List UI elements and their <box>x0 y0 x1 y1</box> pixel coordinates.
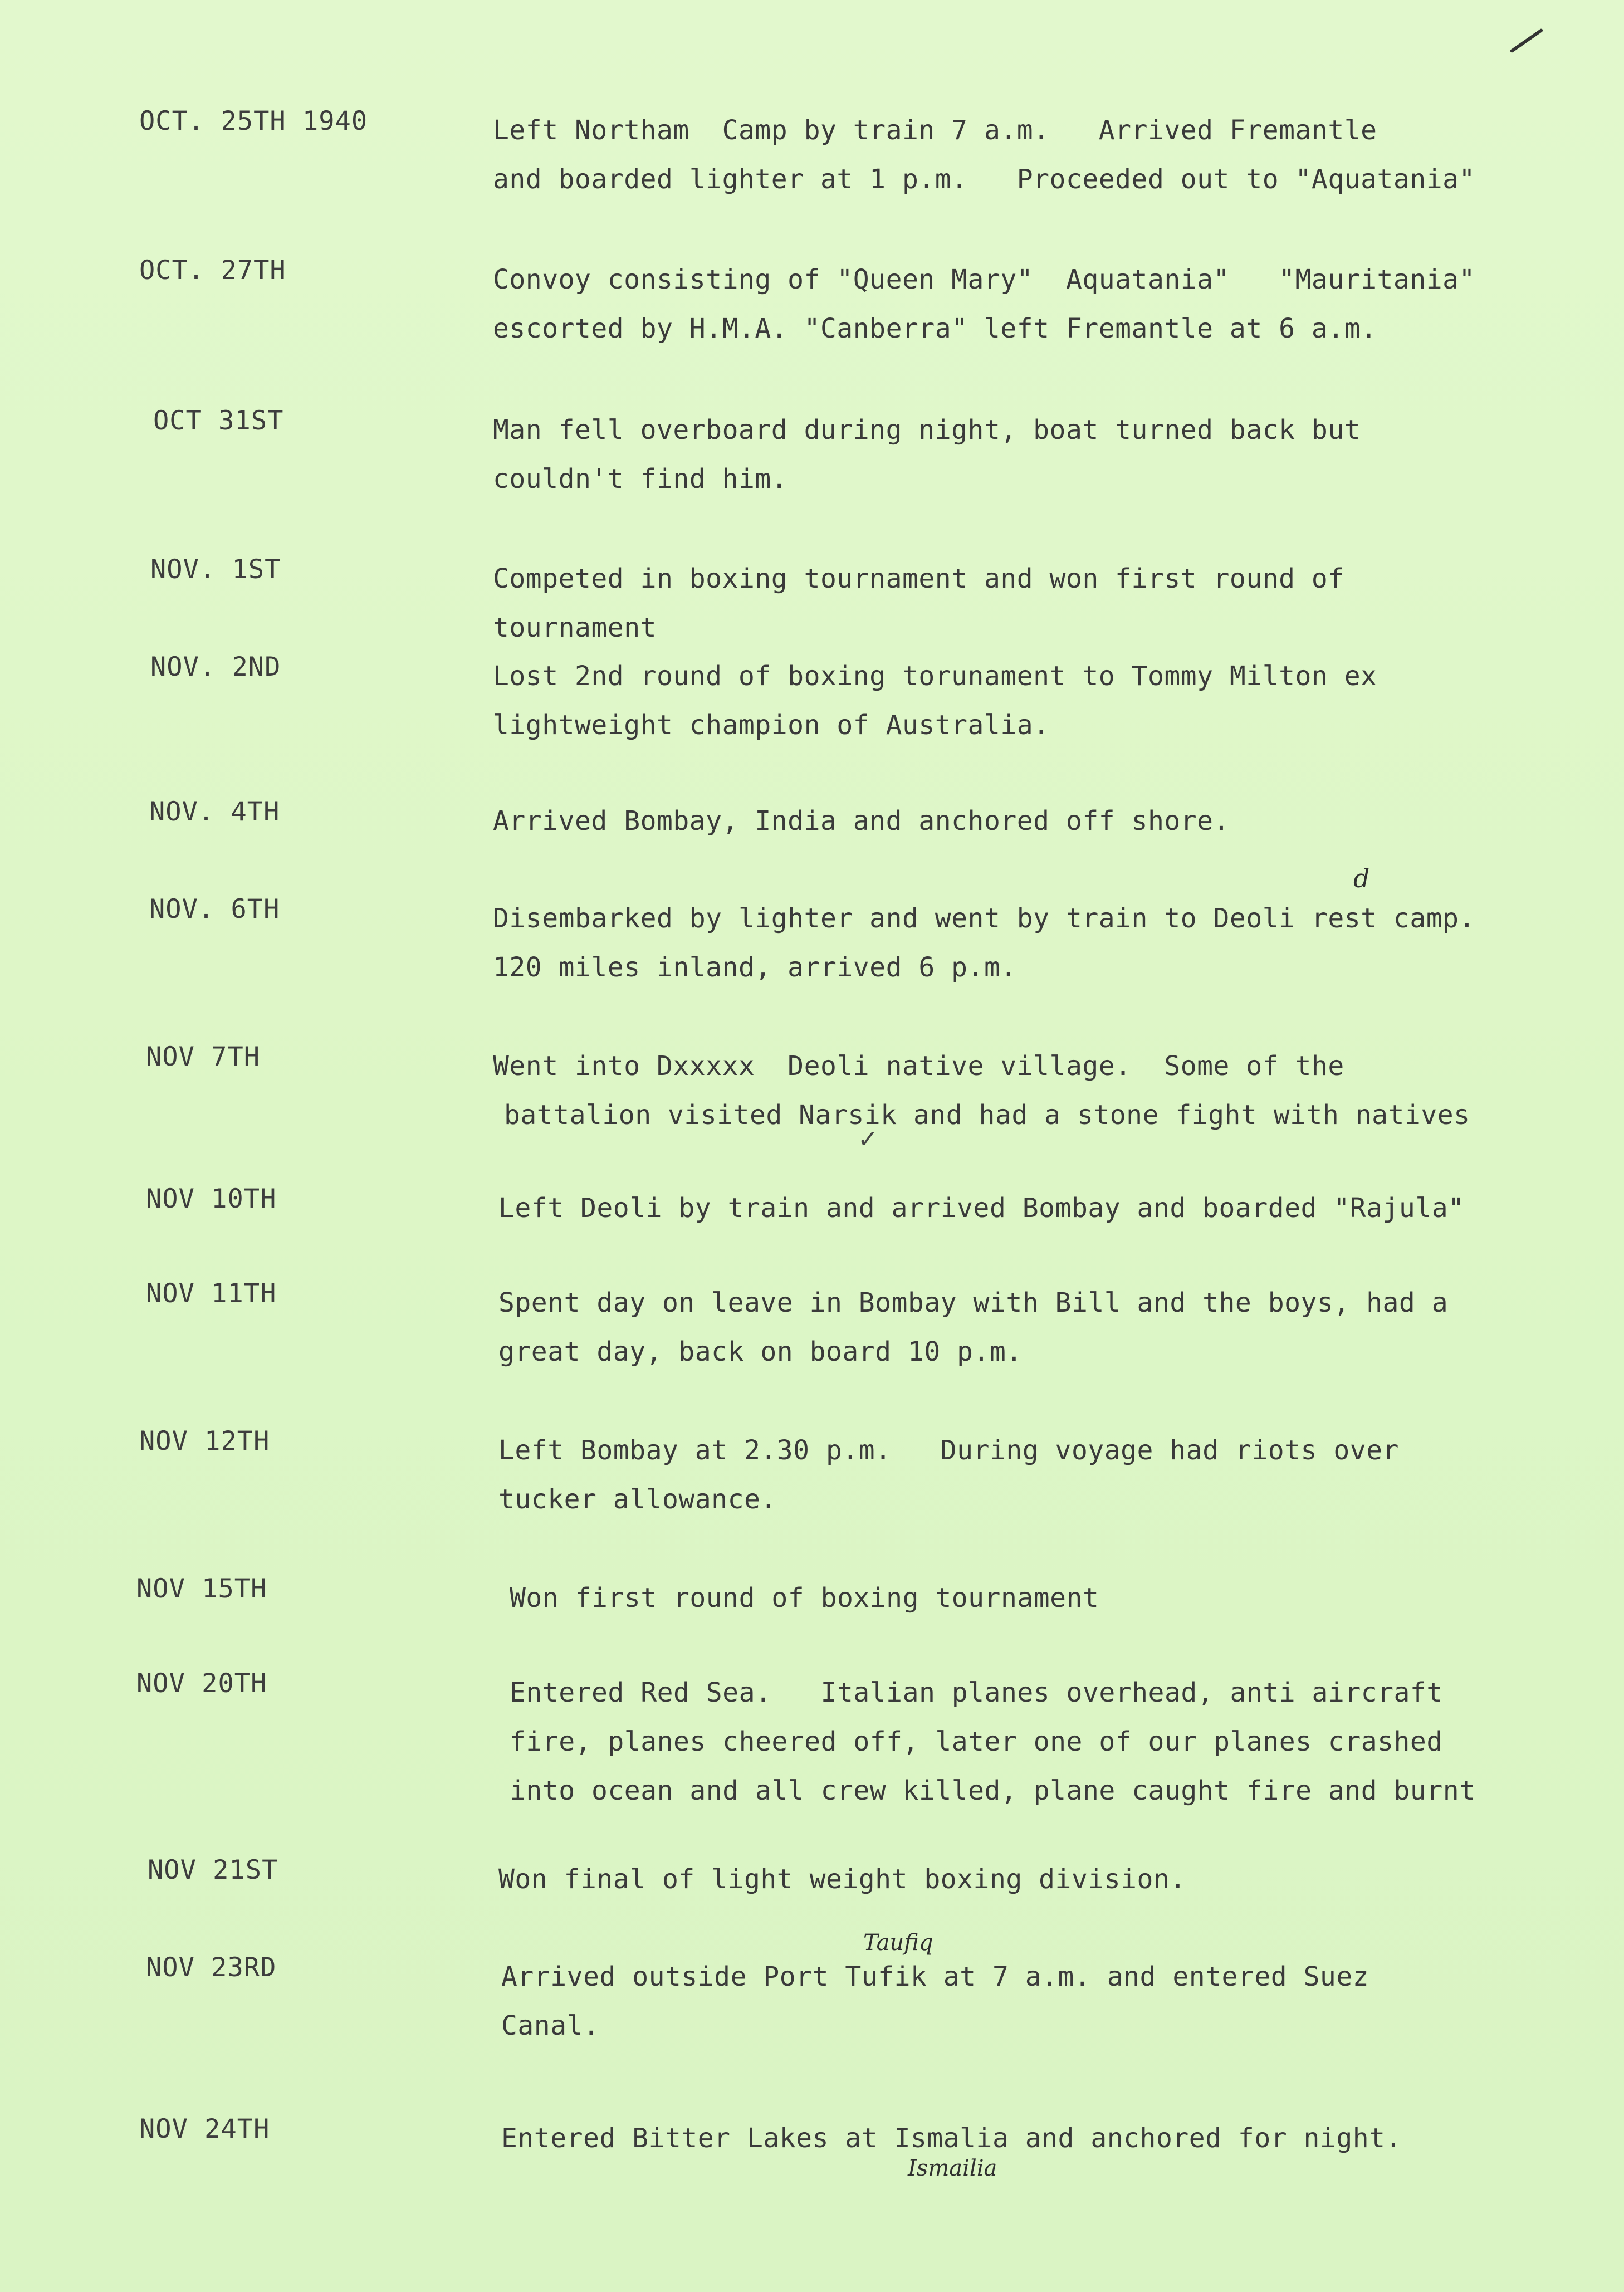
entry-text <box>493 1426 1584 1524</box>
entry-text <box>493 255 1584 353</box>
entry-date: NOV 12TH <box>139 1426 270 1457</box>
entry-line: 120 miles inland, arrived 6 p.m. <box>493 952 1017 983</box>
check-mark-icon: ✓ <box>858 1125 878 1154</box>
entry-text <box>493 652 1584 750</box>
handwritten-insert-mark: d <box>1353 863 1370 893</box>
entry-line: Left Deoli by train and arrived Bombay and boarded "Rajula" <box>498 1193 1465 1224</box>
entry-line: Lost 2nd round of boxing torunament to Tommy Milton ex <box>493 661 1377 692</box>
entry-line: couldn't find him. <box>493 463 788 495</box>
entry-line: Entered Bitter Lakes at Ismalia and anchored for night. <box>501 2123 1402 2154</box>
entry-date: OCT. 25TH 1940 <box>139 106 368 136</box>
entry-line: great day, back on board 10 p.m. <box>498 1336 1023 1367</box>
entry-line: Won first round of boxing tournament <box>510 1582 1099 1614</box>
entry-date: NOV 11TH <box>146 1278 277 1309</box>
entry-date: NOV 20TH <box>136 1668 267 1699</box>
handwritten-correction-taufiq: Taufiq <box>863 1930 933 1956</box>
entry-text <box>493 2114 1584 2163</box>
entry-text <box>493 106 1584 204</box>
pencil-tick-mark <box>1510 28 1544 53</box>
entry-line: Disembarked by lighter and went by train to Deoli rest camp. <box>493 903 1475 934</box>
entry-line: into ocean and all crew killed, plane caught fire and burnt <box>510 1775 1476 1806</box>
entry-text <box>493 1573 1584 1623</box>
entry-text <box>493 1278 1584 1376</box>
entry-date: NOV. 2ND <box>150 652 281 682</box>
entry-text <box>493 1668 1584 1815</box>
entry-line: fire, planes cheered off, later one of our planes crashed <box>510 1726 1443 1757</box>
entry-date: OCT. 27TH <box>139 255 286 286</box>
entry-line: escorted by H.M.A. "Canberra" left Fremantle at 6 a.m. <box>493 313 1377 344</box>
entry-line: Won final of light weight boxing division. <box>498 1864 1186 1895</box>
entry-line: battalion visited Narsik and had a stone fight with natives <box>504 1099 1470 1131</box>
entry-line: and boarded lighter at 1 p.m. Proceeded out to "Aquatania" <box>493 164 1475 195</box>
entry-date: NOV 24TH <box>139 2114 270 2144</box>
handwritten-correction-ismailia: Ismailia <box>908 2156 997 2181</box>
entry-date: NOV 10TH <box>146 1184 277 1214</box>
entry-date: OCT 31ST <box>153 405 284 436</box>
entry-text <box>493 1042 1584 1140</box>
entry-text <box>493 1952 1584 2050</box>
entry-line: Went into Dxxxxx Deoli native village. Some of the <box>493 1050 1344 1082</box>
entry-line: tournament <box>493 612 657 643</box>
entry-line: Arrived outside Port Tufik at 7 a.m. and entered Suez <box>501 1961 1369 1992</box>
entry-text <box>493 796 1584 846</box>
entry-line: tucker allowance. <box>498 1484 777 1515</box>
entry-date: NOV 23RD <box>146 1952 277 1983</box>
entry-text <box>493 1184 1584 1233</box>
entry-text <box>493 554 1584 652</box>
entry-line: Competed in boxing tournament and won first round of <box>493 563 1344 594</box>
entry-text <box>493 405 1584 504</box>
entry-line: Left Bombay at 2.30 p.m. During voyage had riots over <box>498 1435 1399 1466</box>
entry-line: Left Northam Camp by train 7 a.m. Arrived Fremantle <box>493 115 1377 146</box>
entry-line: Entered Red Sea. Italian planes overhead, anti aircraft <box>510 1677 1443 1708</box>
entry-line: Spent day on leave in Bombay with Bill and the boys, had a <box>498 1287 1449 1318</box>
entry-date: NOV. 1ST <box>150 554 281 585</box>
entry-text <box>493 1855 1584 1904</box>
entry-text <box>493 894 1584 992</box>
entry-line: Man fell overboard during night, boat turned back but <box>493 414 1361 446</box>
entry-date: NOV. 4TH <box>149 796 280 827</box>
entry-date: NOV 21ST <box>148 1855 278 1885</box>
entry-line: lightweight champion of Australia. <box>493 710 1050 741</box>
entry-line: Convoy consisting of "Queen Mary" Aquatania" "Mauritania" <box>493 264 1475 295</box>
entry-line: Arrived Bombay, India and anchored off shore. <box>493 805 1230 837</box>
entry-line: Canal. <box>501 2010 600 2041</box>
entry-date: NOV 15TH <box>136 1573 267 1604</box>
entry-date: NOV. 6TH <box>149 894 280 925</box>
entry-date: NOV 7TH <box>146 1042 261 1072</box>
